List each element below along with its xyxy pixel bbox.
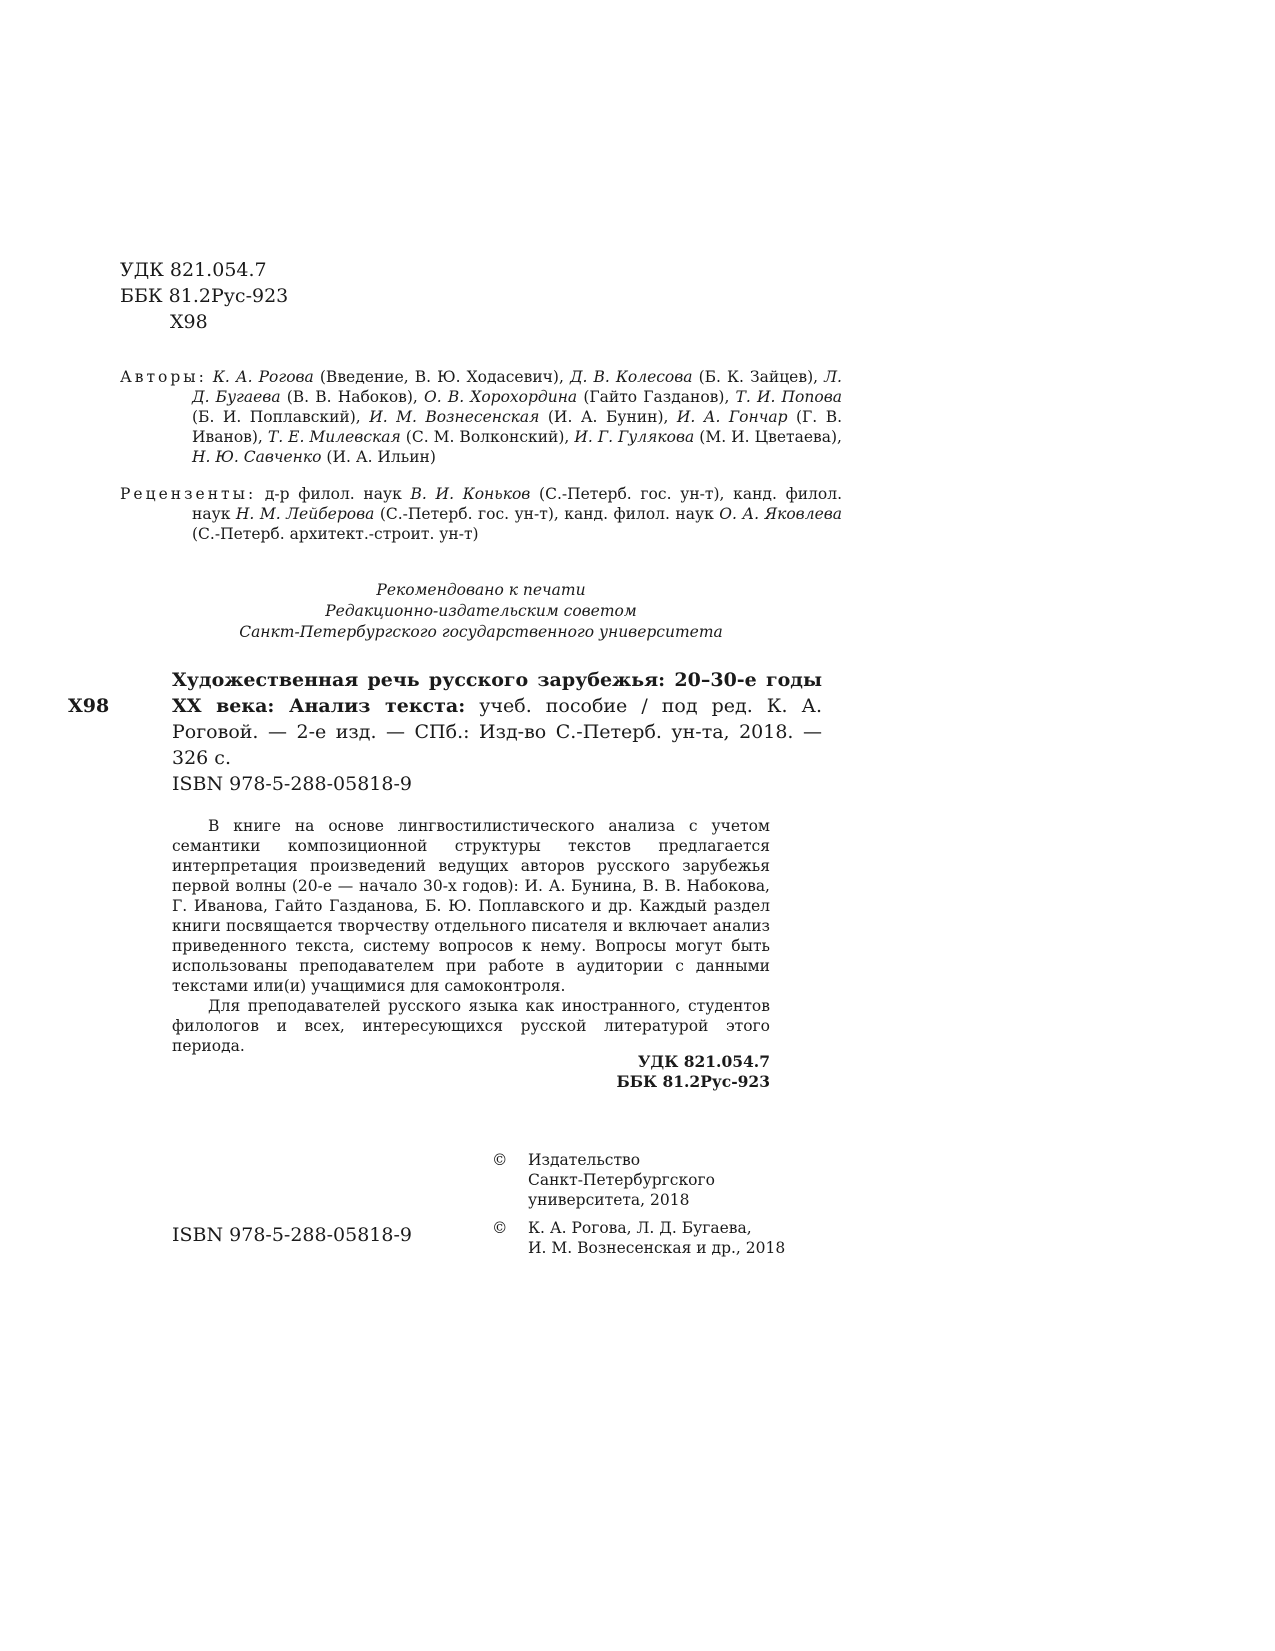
author-topic: (Г. В. Иванов), <box>192 408 843 446</box>
author-topic: (Введение, В. Ю. Ходасевич), <box>319 368 564 386</box>
reviewer-name: Н. М. Лейберова <box>235 505 375 523</box>
author-name: К. А. Рогова <box>212 368 314 386</box>
classification-header <box>120 257 288 309</box>
reviewer-affiliation: (С.-Петерб. гос. ун-т), канд. филол. наук <box>192 485 843 523</box>
copyright-line: Санкт-Петербургского <box>528 1171 715 1189</box>
recommendation-line: Редакционно-издательским советом <box>325 602 637 620</box>
copyright-publisher <box>492 1150 792 1210</box>
copyright-line: И. М. Вознесенская и др., 2018 <box>528 1239 786 1257</box>
udk-code: УДК 821.054.7 <box>120 259 267 281</box>
author-name: Д. В. Колесова <box>569 368 693 386</box>
author-name: И. Г. Гулякова <box>574 428 695 446</box>
bbk-code: ББК 81.2Рус-923 <box>616 1072 770 1091</box>
recommendation-line: Рекомендовано к печати <box>376 581 586 599</box>
author-name: Л. Д. Бугаева <box>192 368 842 406</box>
author-topic: (И. А. Бунин), <box>547 408 669 426</box>
book-title: Художественная речь русского зарубежья: 20–30-е годы XX века: Анализ текста: <box>172 669 822 717</box>
author-topic: (С. М. Волконский), <box>405 428 570 446</box>
reviewer-name: О. А. Яковлева <box>719 505 842 523</box>
author-topic: (В. В. Набоков), <box>286 388 418 406</box>
author-name: И. А. Гончар <box>676 408 788 426</box>
bbk-code: ББК 81.2Рус-923 <box>120 285 289 307</box>
udk-code: УДК 821.054.7 <box>637 1052 770 1071</box>
reviewer-affiliation: (С.-Петерб. архитект.-строит. ун-т) <box>192 525 479 543</box>
reviewer-degree: д-р филол. наук <box>264 485 402 503</box>
book-isbn: ISBN 978-5-288-05818-9 <box>172 773 412 795</box>
recommendation-note <box>120 580 842 643</box>
book-details: учеб. пособие / под ред. К. А. Роговой. — 2-е изд. — СПб.: Изд-во С.-Петерб. ун-та, 2018. — 326 с. <box>172 695 822 769</box>
author-topic: (И. А. Ильин) <box>326 448 436 466</box>
recommendation-line: Санкт-Петербургского государственного университета <box>239 623 723 641</box>
audience-paragraph: Для преподавателей русского языка как иностранного, студентов филологов и всех, интересующихся русской литературой этого периода. <box>172 997 770 1055</box>
copyright-block <box>492 1150 792 1266</box>
author-topic: (М. И. Цветаева), <box>699 428 842 446</box>
authors-label: Авторы: <box>120 368 207 386</box>
abstract <box>172 816 770 1056</box>
copyright-icon: © <box>492 1219 508 1237</box>
reviewer-name: В. И. Коньков <box>410 485 531 503</box>
author-sign-side: Х98 <box>68 695 110 717</box>
reviewers-block <box>120 484 842 544</box>
abstract-paragraph: В книге на основе лингвостилистического анализа с учетом семантики композиционной структуры текстов предлагается интерпретация произведений ведущих авторов русского зарубежья первой волны (20-е — начало 30-х годов): И. А. Бунина, В. В. Набокова, Г. Иванова, Гайто Газданова, Б. Ю. Поплавского и др. Каждый раздел книги посвящается творчеству отдельного писателя и включает анализ приведенного текста, систему вопросов к нему. Вопросы могут быть использованы преподавателем при работе в аудитории с данными текстами или(и) учащимися для самоконтроля. <box>172 817 770 995</box>
isbn-footer: ISBN 978-5-288-05818-9 <box>172 1224 412 1246</box>
author-topic: (Б. И. Поплавский), <box>192 408 361 426</box>
author-name: Т. И. Попова <box>735 388 842 406</box>
author-name: Т. Е. Милевская <box>267 428 401 446</box>
author-sign: Х98 <box>170 311 208 333</box>
classification-footer <box>500 1052 770 1092</box>
author-name: О. В. Хорохордина <box>424 388 578 406</box>
reviewers-label: Рецензенты: <box>120 485 257 503</box>
author-name: Н. Ю. Савченко <box>192 448 322 466</box>
copyright-icon: © <box>492 1151 508 1169</box>
copyright-line: Издательство <box>528 1151 641 1169</box>
author-topic: (Б. К. Зайцев), <box>698 368 819 386</box>
author-name: И. М. Вознесенская <box>369 408 540 426</box>
author-topic: (Гайто Газданов), <box>583 388 730 406</box>
reviewer-affiliation: (С.-Петерб. гос. ун-т), канд. филол. наук <box>379 505 714 523</box>
copyright-line: университета, 2018 <box>528 1191 690 1209</box>
copyright-line: К. А. Рогова, Л. Д. Бугаева, <box>528 1219 752 1237</box>
copyright-authors <box>492 1218 792 1258</box>
authors-block <box>120 367 842 467</box>
bibliographic-record <box>68 667 822 797</box>
